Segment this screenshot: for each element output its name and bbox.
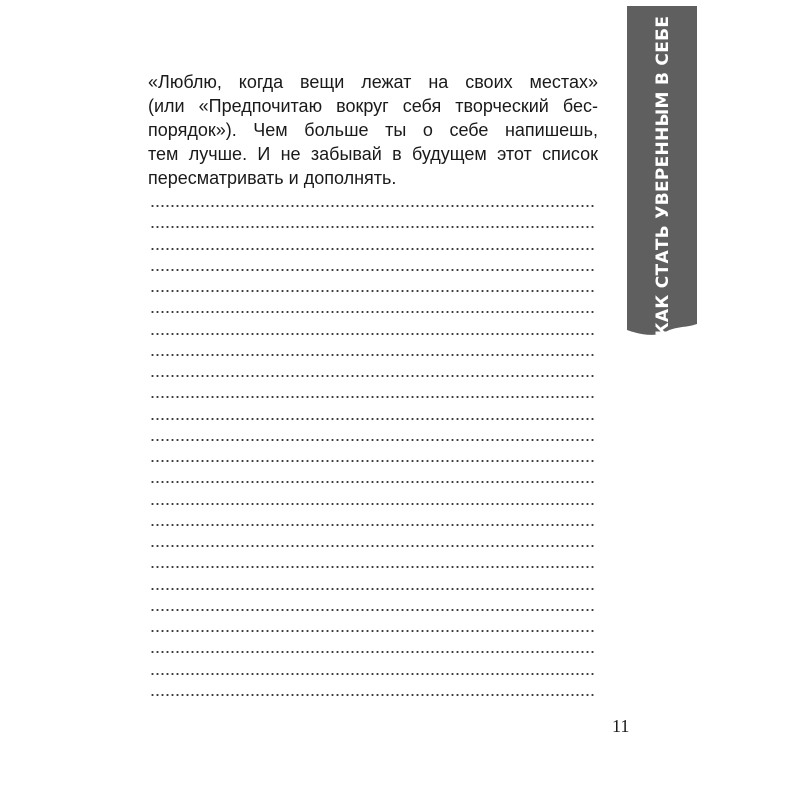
writing-line: [150, 545, 596, 547]
side-tab-label: КАК СТАТЬ УВЕРЕННЫМ В СЕБЕ: [653, 15, 673, 337]
writing-line: [150, 205, 596, 207]
writing-line: [150, 524, 596, 526]
writing-line: [150, 588, 596, 590]
writing-line: [150, 630, 596, 632]
intro-line-5: пересматривать и дополнять.: [148, 168, 397, 188]
writing-line: [150, 481, 596, 483]
page-number: 11: [612, 716, 630, 736]
writing-line: [150, 439, 596, 441]
writing-line: [150, 673, 596, 675]
writing-line: [150, 651, 596, 653]
writing-line: [150, 566, 596, 568]
writing-line: [150, 503, 596, 505]
writing-line: [150, 418, 596, 420]
writing-line: [150, 269, 596, 271]
writing-line: [150, 396, 596, 398]
intro-line-2: (или «Предпочитаю вокруг себя творческий бес-: [148, 96, 598, 116]
writing-line: [150, 375, 596, 377]
intro-paragraph: [148, 70, 598, 190]
writing-lines: [150, 205, 596, 715]
writing-line: [150, 226, 596, 228]
chapter-side-tab: [626, 6, 698, 336]
intro-line-3: порядок»). Чем больше ты о себе напишешь,: [148, 120, 598, 140]
intro-line-1: «Люблю, когда вещи лежат на своих местах»: [148, 72, 598, 92]
writing-line: [150, 248, 596, 250]
writing-line: [150, 460, 596, 462]
writing-line: [150, 694, 596, 696]
writing-line: [150, 290, 596, 292]
writing-line: [150, 333, 596, 335]
writing-line: [150, 354, 596, 356]
writing-line: [150, 311, 596, 313]
intro-line-4: тем лучше. И не забывай в будущем этот список: [148, 144, 598, 164]
writing-line: [150, 609, 596, 611]
